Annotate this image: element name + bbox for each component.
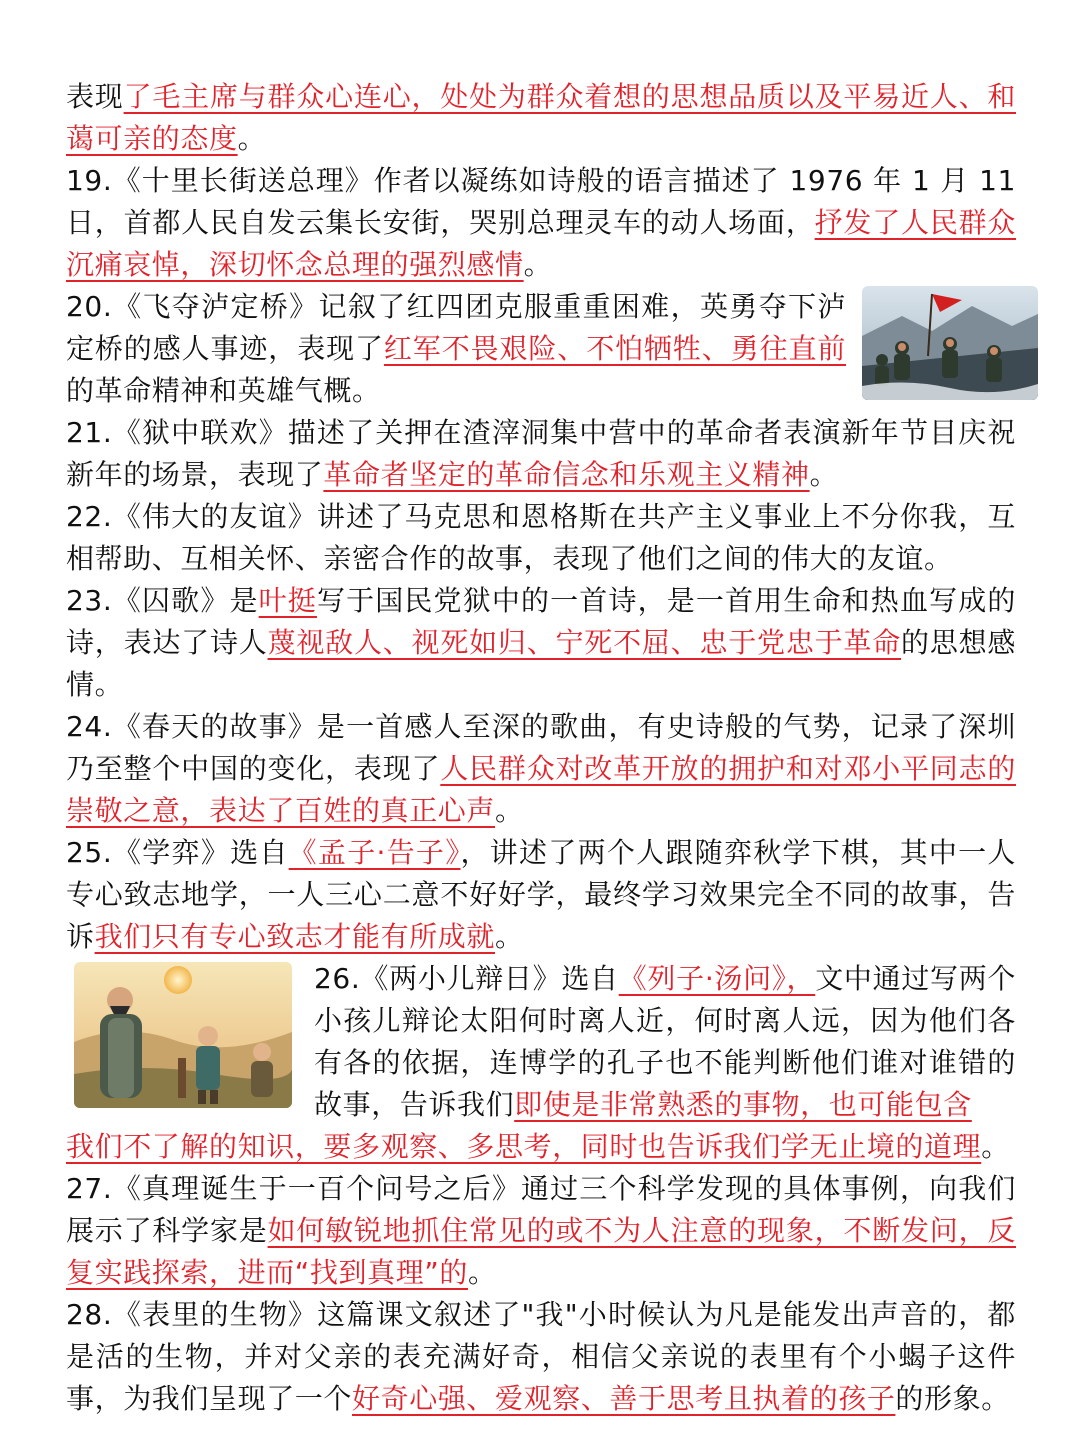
text-segment: 。 <box>237 122 267 155</box>
highlight-segment: 红军不畏艰险、不怕牺牲、勇往直前 <box>383 332 846 365</box>
paragraph-22 <box>66 496 1016 580</box>
paragraph-19 <box>66 160 1016 286</box>
text-segment: 。 <box>523 248 553 281</box>
highlight-segment: 人民群众对改革开放的拥护和对邓小平同志的崇敬之意，表达了百姓的真正心声 <box>66 752 1016 827</box>
text-segment: 26.《两小儿辩日》选自 <box>314 962 619 995</box>
highlight-segment: 革命者坚定的革命信念和乐观主义精神 <box>323 458 810 491</box>
highlight-segment: 了毛主席与群众心连心，处处为群众着想的思想品质以及平易近人、和蔼可亲的态度 <box>66 80 1016 155</box>
text-segment: 的革命精神和英雄气概。 <box>66 374 381 407</box>
paragraph-26 <box>66 958 1017 1168</box>
highlight-segment: 《列子·汤问》， <box>618 962 816 995</box>
paragraph-27 <box>66 1168 1016 1294</box>
text-segment: 27.《真理诞生于一百个问号之后》通过三个科学发现的具体事例，向我们展示了科学家是 <box>66 1172 1016 1247</box>
highlight-segment: 叶挺 <box>258 584 317 617</box>
highlight-segment: 即使是非常熟悉的事物，也可能包含 <box>514 1088 972 1121</box>
text-segment: 表现 <box>66 80 124 113</box>
highlight-segment: 我们不了解的知识，要多观察、多思考，同时也告诉我们学无止境的道理 <box>66 1130 982 1163</box>
paragraph-21 <box>66 412 1016 496</box>
highlight-segment: 好奇心强、爱观察、善于思考且执着的孩子 <box>352 1382 896 1415</box>
text-segment: 。 <box>495 920 524 953</box>
text-segment: 的形象。 <box>895 1382 1010 1415</box>
paragraph-28 <box>66 1294 1016 1420</box>
text-segment: 25.《学弈》选自 <box>66 836 289 869</box>
paragraph-20 <box>66 286 846 412</box>
text-segment: 。 <box>809 458 839 491</box>
highlight-segment: 蔑视敌人、视死如归、宁死不屈、忠于党忠于革命 <box>267 626 902 659</box>
text-segment: 19.《十里长街送总理》作者以凝练如诗般的语言描述了 1976 年 1 月 11 日，首都人民自发云集长安街，哭别总理灵车的动人场面， <box>66 164 1016 239</box>
text-segment: 文中通过写两个小孩儿辩论太阳何时离人近，何时离人远，因为他们各有各的依据，连博学的孔子也不能判断他们谁对谁错的故事，告诉我们 <box>314 962 1017 1121</box>
highlight-segment: 《孟子·告子》 <box>288 836 461 869</box>
luding-bridge-illustration <box>862 286 1038 400</box>
text-segment: 写于国民党狱中的一首诗，是一首用生命和热血写成的诗，表达了诗人 <box>66 584 1017 659</box>
paragraph-26-tail <box>66 1126 1016 1168</box>
text-segment: 的思想感情。 <box>66 626 1017 701</box>
text-segment: 20.《飞夺泸定桥》记叙了红四团克服重重困难，英勇夺下泸定桥的感人事迹，表现了 <box>66 290 846 365</box>
paragraph-25 <box>66 832 1016 958</box>
text-segment: 23.《囚歌》是 <box>66 584 259 617</box>
text-segment: 22.《伟大的友谊》讲述了马克思和恩格斯在共产主义事业上不分你我，互相帮助、互相关怀、亲密合作的故事，表现了他们之间的伟大的友谊。 <box>66 500 1016 575</box>
paragraph-24 <box>66 706 1016 832</box>
text-segment: 21.《狱中联欢》描述了关押在渣滓洞集中营中的革命者表演新年节目庆祝新年的场景，表现了 <box>66 416 1016 491</box>
text-segment: 。 <box>468 1256 497 1289</box>
text-segment: 。 <box>495 794 524 827</box>
highlight-segment: 如何敏锐地抓住常见的或不为人注意的现象，不断发问，反复实践探索，进而“找到真理”的 <box>66 1214 1016 1289</box>
text-segment: 24.《春天的故事》是一首感人至深的歌曲，有史诗般的气势，记录了深圳乃至整个中国的变化，表现了 <box>66 710 1016 785</box>
text-segment: 。 <box>981 1130 1010 1163</box>
paragraph-18-tail <box>66 76 1016 160</box>
text-segment: ，讲述了两个人跟随弈秋学下棋，其中一人专心致志地学，一人三心二意不好好学，最终学习效果完全不同的故事，告诉 <box>66 836 1017 953</box>
highlight-segment: 我们只有专心致志才能有所成就 <box>94 920 496 953</box>
two-children-sun-illustration <box>74 962 292 1108</box>
text-segment: 28.《表里的生物》这篇课文叙述了"我"小时候认为凡是能发出声音的，都是活的生物，并对父亲的表充满好奇，相信父亲说的表里有个小蝎子这件事，为我们呈现了一个 <box>66 1298 1016 1415</box>
highlight-segment: 抒发了人民群众沉痛哀悼，深切怀念总理的强烈感情 <box>66 206 1017 281</box>
paragraph-23 <box>66 580 1016 706</box>
